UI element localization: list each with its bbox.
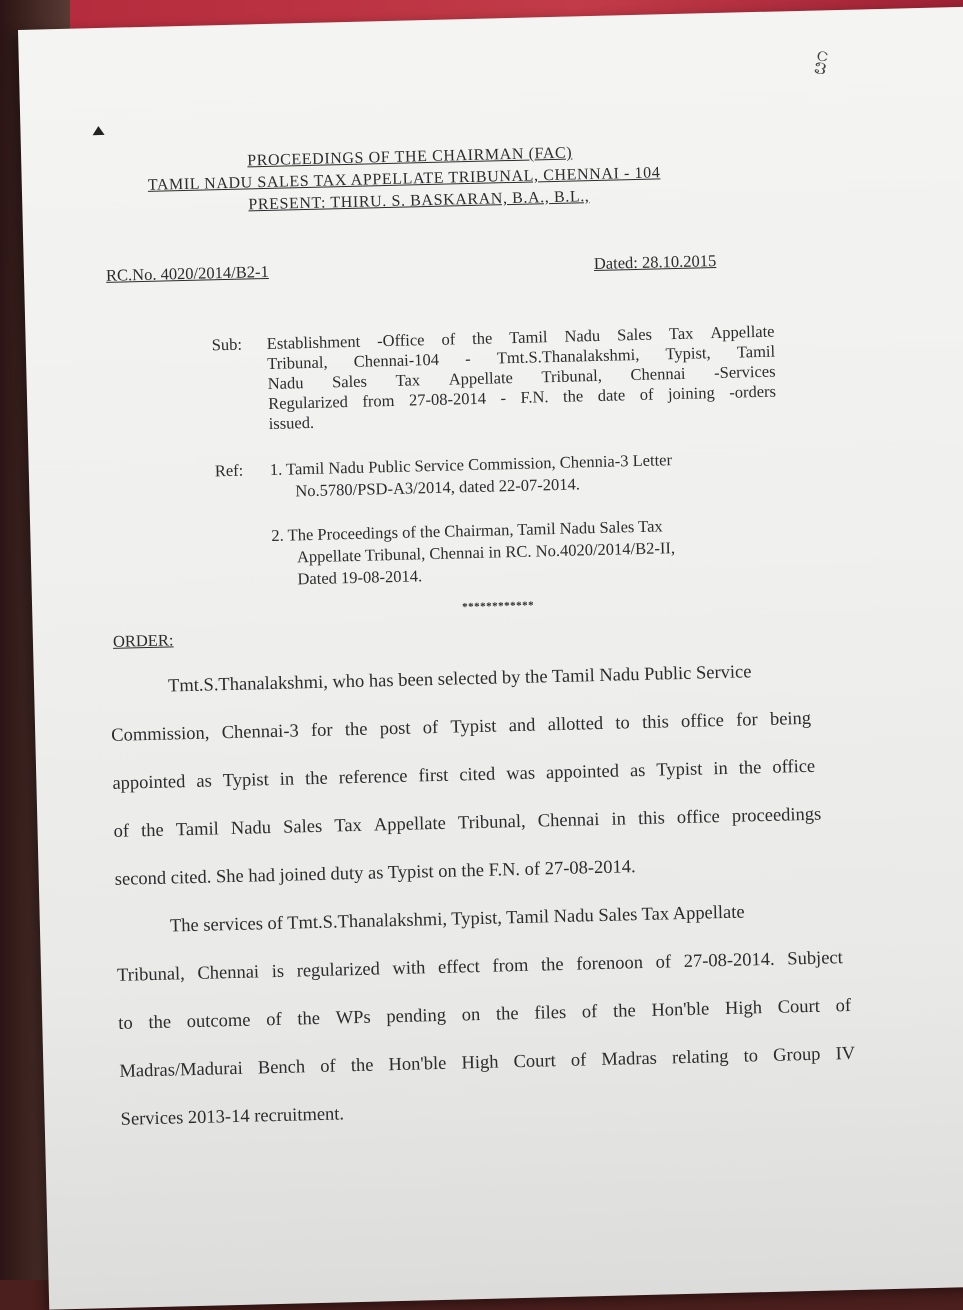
word: Madras: [601, 1048, 658, 1071]
word: Hon'ble: [388, 1053, 447, 1076]
punch-mark-icon: [92, 126, 104, 135]
word: reference: [338, 766, 408, 789]
para2-line-5: Services 2013-14 recruitment.: [120, 1104, 345, 1130]
para2-line-3: [118, 996, 851, 1035]
word: Court: [777, 996, 821, 1018]
word: Tribunal,: [116, 964, 186, 986]
word: -Office: [376, 330, 425, 351]
word: pending: [386, 1005, 447, 1028]
word: office: [772, 756, 816, 778]
word: the: [297, 1008, 321, 1030]
sub-text: [267, 322, 777, 434]
word: the: [738, 758, 762, 779]
word: as: [196, 771, 213, 792]
word: Appellate: [448, 368, 514, 389]
word: Tmt.S.Thanalakshmi,: [496, 344, 640, 368]
word: Hon'ble: [651, 999, 710, 1021]
word: Appellate: [373, 813, 447, 836]
word: -orders: [728, 381, 777, 402]
page-number-mark: ೞ೧: [805, 48, 833, 77]
word: for: [735, 710, 758, 731]
word: -: [500, 388, 507, 408]
word: Commission,: [111, 723, 210, 746]
word: Tamil: [736, 341, 776, 362]
word: office: [680, 710, 725, 733]
order-heading: ORDER:: [112, 630, 174, 651]
word: appointed: [545, 761, 620, 784]
para2-line-1: The services of Tmt.S.Thanalakshmi, Typist, Tamil Nadu Sales Tax Appellate: [169, 902, 745, 937]
word: this: [637, 808, 666, 830]
ref-item-1-line-2: No.5780/PSD-A3/2014, dated 22-07-2014.: [295, 474, 581, 501]
word: and: [508, 715, 536, 737]
word: Establishment: [266, 331, 361, 354]
ref-item-2-line-3: Dated 19-08-2014.: [297, 566, 423, 589]
word: Appellate: [710, 321, 775, 343]
word: High: [724, 998, 763, 1020]
word: Chennai: [197, 962, 260, 984]
header-line-3: PRESENT: THIRU. S. BASKARAN, B.A., B.L.,: [248, 188, 590, 214]
word: Typist: [450, 716, 497, 738]
word: Sales: [331, 371, 368, 392]
word: forenoon: [576, 953, 644, 975]
header-line-2: TAMIL NADU SALES TAX APPELLATE TRIBUNAL, CHENNAI - 104: [147, 164, 661, 194]
word: High: [461, 1052, 499, 1074]
word: Typist: [222, 770, 270, 792]
word: Chennai: [630, 363, 686, 385]
word: Chennai-3: [221, 721, 299, 744]
word: to: [118, 1013, 133, 1034]
word: Sales: [282, 816, 323, 838]
word: Typist: [656, 759, 703, 781]
header-line-1: PROCEEDINGS OF THE CHAIRMAN (FAC): [247, 144, 573, 170]
word: Nadu: [267, 373, 304, 394]
word: allotted: [547, 713, 604, 736]
word: of: [655, 952, 672, 973]
word: WPs: [335, 1007, 371, 1029]
word: Tax: [334, 815, 363, 837]
word: office: [676, 807, 720, 829]
word: of: [835, 995, 852, 1017]
word: Regularized: [267, 392, 349, 413]
word: Court: [513, 1051, 556, 1073]
word: the: [562, 386, 584, 406]
word: in: [611, 809, 627, 830]
word: of: [320, 1056, 336, 1077]
word: the: [540, 954, 564, 976]
word: of: [113, 821, 130, 842]
word: -: [464, 349, 471, 369]
word: Sales: [616, 324, 653, 345]
word: regularized: [296, 959, 381, 982]
word: Tribunal,: [266, 352, 328, 374]
word: Tamil: [175, 819, 220, 841]
word: cited: [459, 764, 496, 786]
word: effect: [437, 957, 481, 979]
word: Madras/Madurai: [119, 1058, 243, 1082]
word: issued.: [268, 412, 315, 433]
word: appointed: [112, 772, 186, 794]
word: the: [140, 820, 165, 842]
ref-item-1-line-1: 1. Tamil Nadu Public Service Commission, Chennia-3 Letter: [269, 450, 673, 479]
word: the: [495, 1004, 519, 1025]
word: Tamil: [509, 327, 548, 348]
word: Tribunal,: [457, 811, 526, 834]
word: from: [492, 955, 529, 977]
word: the: [344, 719, 368, 741]
para1-line-1: Tmt.S.Thanalakshmi, who has been selected by the Tamil Nadu Public Service: [167, 662, 752, 697]
word: F.N.: [520, 387, 549, 407]
para1-line-4: [113, 805, 821, 843]
word: -Services: [713, 361, 776, 383]
word: date: [597, 385, 626, 405]
word: to: [743, 1046, 759, 1067]
word: IV: [835, 1043, 856, 1065]
word: Chennai-104: [353, 349, 440, 371]
ref-item-2-line-1: 2. The Proceedings of the Chairman, Tamil Nadu Sales Tax: [271, 516, 663, 545]
sub-label: Sub:: [211, 334, 243, 355]
word: this: [641, 712, 670, 733]
para1-line-2: [111, 709, 811, 747]
word: from: [362, 390, 395, 411]
word: being: [769, 708, 812, 730]
ref-label: Ref:: [214, 460, 244, 481]
word: to: [615, 713, 631, 734]
word: was: [506, 763, 536, 785]
word: Typist,: [665, 343, 711, 364]
word: in: [713, 758, 728, 780]
word: for: [310, 720, 333, 742]
word: is: [271, 961, 285, 983]
word: Subject: [787, 948, 844, 970]
para2-line-2: [117, 948, 843, 987]
separator: ************: [462, 599, 535, 614]
word: the: [148, 1012, 172, 1034]
word: Nadu: [230, 818, 272, 840]
word: relating: [671, 1046, 729, 1069]
rc-number: RC.No. 4020/2014/B2-1: [105, 261, 269, 285]
word: as: [629, 760, 646, 782]
word: on: [461, 1005, 481, 1026]
word: the: [471, 328, 493, 348]
word: in: [279, 769, 295, 790]
word: with: [392, 958, 426, 980]
ref-item-2-line-2: Appellate Tribunal, Chennai in RC. No.4020/2014/B2-II,: [296, 538, 676, 567]
para2-line-4: [119, 1044, 855, 1083]
word: of: [581, 1002, 598, 1023]
word: of: [639, 384, 654, 404]
word: of: [422, 717, 439, 739]
word: Tribunal,: [541, 365, 603, 387]
word: 27-08-2014: [408, 388, 487, 410]
para1-line-5: second cited. She had joined duty as Typist on the F.N. of 27-08-2014.: [114, 857, 636, 890]
word: of: [570, 1050, 587, 1071]
word: Tax: [395, 370, 421, 390]
word: Tax: [668, 323, 694, 344]
word: post: [379, 718, 411, 740]
word: Bench: [257, 1057, 306, 1079]
word: of: [441, 329, 456, 349]
word: first: [418, 765, 449, 787]
word: the: [304, 768, 329, 790]
word: proceedings: [731, 804, 822, 827]
word: outcome: [186, 1010, 251, 1033]
word: of: [265, 1009, 282, 1031]
word: the: [350, 1055, 374, 1077]
word: joining: [667, 383, 715, 404]
word: Nadu: [564, 325, 601, 346]
para1-line-3: [112, 757, 815, 795]
word: files: [534, 1002, 567, 1024]
word: Chennai: [537, 810, 600, 832]
document-page: [18, 7, 963, 1310]
word: Group: [772, 1044, 821, 1066]
dated: Dated: 28.10.2015: [593, 251, 717, 273]
word: the: [612, 1001, 636, 1022]
word: 27-08-2014.: [683, 949, 775, 973]
